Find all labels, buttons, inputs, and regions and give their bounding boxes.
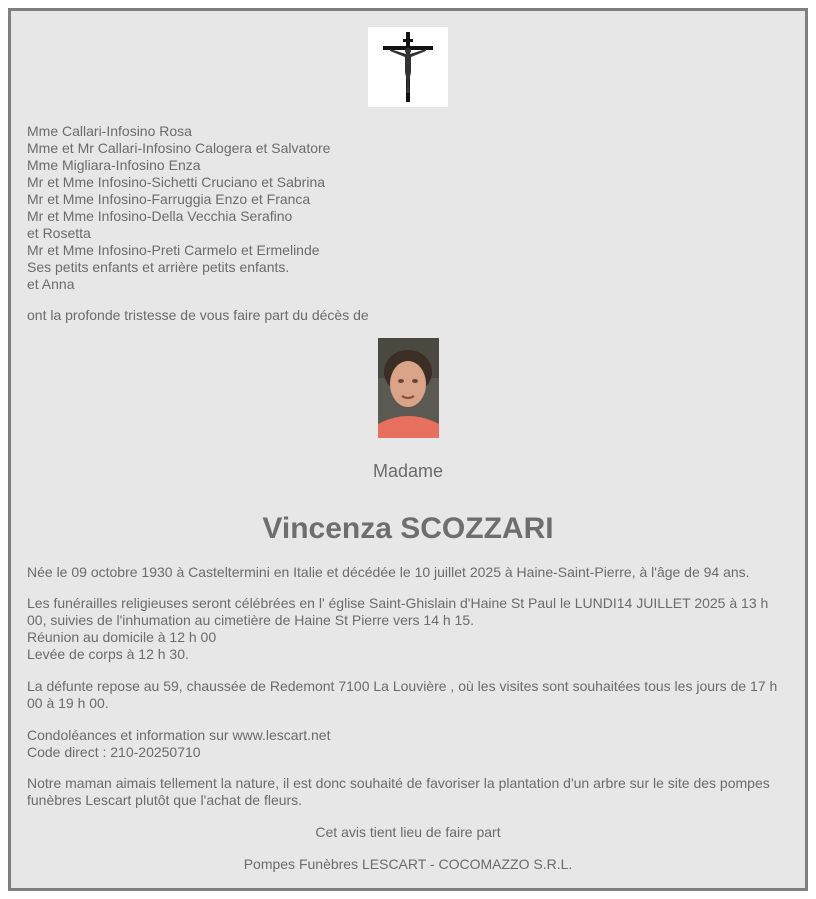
crucifix-image [368, 27, 448, 107]
family-line: Mme et Mr Callari-Infosino Calogera et Salvatore [27, 140, 331, 156]
nature-text: Notre maman aimais tellement la nature, il est donc souhaité de favoriser la plantation d'un arbre sur le site des pompes funèbres Lescart plutôt que l'achat de fleurs. [27, 775, 770, 808]
funeral-home-text: Pompes Funèbres LESCART - COCOMAZZO S.R.L. [243, 856, 573, 872]
family-list [27, 123, 330, 293]
condolences-block [27, 727, 791, 761]
honorific: Madame [372, 461, 444, 481]
notice-text: Cet avis tient lieu de faire part [315, 824, 501, 840]
portrait-photo [378, 338, 439, 438]
family-line: Mme Migliara-Infosino Enza [27, 157, 201, 173]
funeral-block [27, 595, 791, 663]
family-line: Mr et Mme Infosino-Sichetti Cruciano et Sabrina [27, 174, 326, 190]
deceased-name: Vincenza SCOZZARI [262, 512, 554, 545]
meeting-text: Réunion au domicile à 12 h 00 [27, 629, 217, 645]
intro-text: ont la profonde tristesse de vous faire part du décès de [27, 307, 369, 323]
obituary-card [8, 8, 808, 891]
birth-death-text: Née le 09 octobre 1930 à Casteltermini en Italie et décédée le 10 juillet 2025 à Haine-Saint-Pierre, à l'âge de 94 ans. [27, 564, 750, 580]
funeral-service-text: Les funérailles religieuses seront célébrées en l' église Saint-Ghislain d'Haine St Paul le LUNDI14 JUILLET 2025 à 13 h 00, suivies de l'inhumation au cimetière de Haine St Pierre vers 14 h 15. [27, 595, 769, 628]
family-line: Ses petits enfants et arrière petits enfants. [27, 259, 290, 275]
family-line: et Rosetta [27, 225, 91, 241]
family-line: et Anna [27, 276, 75, 292]
family-line: Mr et Mme Infosino-Della Vecchia Serafino [27, 208, 293, 224]
family-line: Mr et Mme Infosino-Farruggia Enzo et Franca [27, 191, 311, 207]
rest-text: La défunte repose au 59, chaussée de Redemont 7100 La Louvière , où les visites sont souhaitées tous les jours de 17 h 00 à 19 h 00. [27, 678, 778, 711]
direct-code-text: Code direct : 210-20250710 [27, 744, 201, 760]
condolences-info-text: Condoléances et information sur www.lescart.net [27, 727, 331, 743]
family-line: Mr et Mme Infosino-Preti Carmelo et Ermelinde [27, 242, 320, 258]
crucifix-icon [368, 27, 448, 107]
family-line: Mme Callari-Infosino Rosa [27, 123, 192, 139]
departure-text: Levée de corps à 12 h 30. [27, 646, 189, 662]
